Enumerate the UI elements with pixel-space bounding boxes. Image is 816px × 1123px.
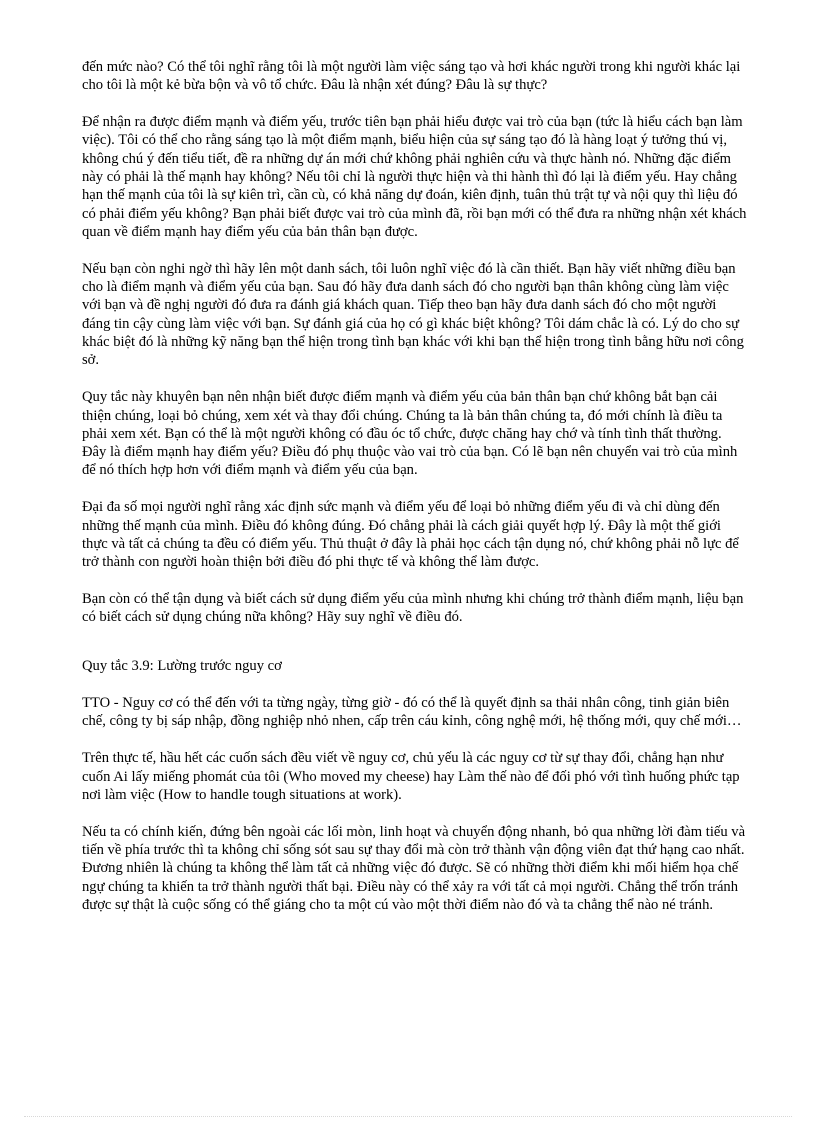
- section-spacer: [82, 645, 747, 657]
- paragraph-5: Đại đa số mọi người nghĩ rằng xác định sức mạnh và điểm yếu để loại bỏ những điểm yếu đi và chỉ dùng đến những thế mạnh của mình. Điều đó không đúng. Đó chẳng phải là cách giải quyết hợp lý. Đây là một thế giới thực và tất cả chúng ta đều có điểm yếu. Thủ thuật ở đây là phải học cách tận dụng nó, chứ không phải nỗ lực để trở thành con người hoàn thiện bởi điều đó phi thực tế và không thể làm được.: [82, 499, 739, 571]
- page-bottom-divider: [24, 1116, 792, 1117]
- document-page: [82, 58, 747, 933]
- section-heading: Quy tắc 3.9: Lường trước nguy cơ: [82, 658, 282, 675]
- paragraph-2: Để nhận ra được điểm mạnh và điểm yếu, trước tiên bạn phải hiểu được vai trò của bạn (tức là hiểu cách bạn làm việc). Tôi có thể cho rằng sáng tạo là một điểm mạnh, biểu hiện của sự sáng tạo đó là hàng loạt ý tưởng thú vị, không chú ý đến tiểu tiết, đề ra những dự án mới chứ không phải nghiên cứu và thực hành nó. Những đặc điểm này có phải là thế mạnh hay không? Nếu tôi chỉ là người thực hiện và thi hành thì đó lại là điểm yếu. Hay chẳng hạn thế mạnh của tôi là sự kiên trì, cần cù, có khả năng dự đoán, kiên định, tuân thủ trật tự và nội quy thì liệu đó có phải điểm yếu không? Bạn phải biết được vai trò của mình đã, rồi bạn mới có thể đưa ra những nhận xét khách quan về điểm mạnh hay điểm yếu của bản thân bạn được.: [82, 114, 747, 240]
- paragraph-6: Bạn còn có thể tận dụng và biết cách sử dụng điểm yếu của mình nhưng khi chúng trở thành điểm mạnh, liệu bạn có biết cách sử dụng chúng nữa không? Hãy suy nghĩ về điều đó.: [82, 591, 744, 626]
- paragraph-9: Nếu ta có chính kiến, đứng bên ngoài các lối mòn, linh hoạt và chuyển động nhanh, bỏ qua những lời đàm tiếu và tiến về phía trước thì ta không chỉ sống sót sau sự thay đổi mà còn trở thành vận động viên đạt thứ hạng cao nhất. Đương nhiên là chúng ta không thể làm tất cả những việc đó được. Sẽ có những thời điểm khi mối hiểm họa chế ngự chúng ta khiến ta trở thành người thất bại. Điều này có thể xảy ra với tất cả mọi người. Chẳng thể trốn tránh được sự thật là cuộc sống có thể giáng cho ta một cú vào một thời điểm nào đó và ta chẳng thể nào né tránh.: [82, 823, 746, 914]
- paragraph-1: đến mức nào? Có thể tôi nghĩ rằng tôi là một người làm việc sáng tạo và hơi khác người trong khi người khác lại cho tôi là một kẻ bừa bộn và vô tổ chức. Đâu là nhận xét đúng? Đâu là sự thực?: [82, 59, 741, 94]
- paragraph-4: Quy tắc này khuyên bạn nên nhận biết được điểm mạnh và điểm yếu của bản thân bạn chứ không bắt bạn cải thiện chúng, loại bỏ chúng, xem xét và thay đổi chúng. Chúng ta là bản thân chúng ta, đó mới chính là điều ta phải xem xét. Bạn có thể là một người không có đầu óc tổ chức, được chăng hay chớ và tính tình thất thường. Đây là điểm mạnh hay điểm yếu? Điều đó phụ thuộc vào vai trò của bạn. Có lẽ bạn nên chuyển vai trò của mình để nó thích hợp hơn với điểm mạnh và điểm yếu của bạn.: [82, 389, 738, 479]
- paragraph-7: TTO - Nguy cơ có thể đến với ta từng ngày, từng giờ - đó có thể là quyết định sa thải nhân công, tinh giản biên chế, công ty bị sáp nhập, đồng nghiệp nhỏ nhen, cấp trên cáu kỉnh, công nghệ mới, hệ thống mới, quy chế mới…: [82, 695, 742, 730]
- paragraph-8: Trên thực tế, hầu hết các cuốn sách đều viết về nguy cơ, chủ yếu là các nguy cơ từ sự thay đổi, chẳng hạn như cuốn Ai lấy miếng phomát của tôi (Who moved my cheese) hay Làm thế nào để đối phó với tình huống phức tạp nơi làm việc (How to handle tough situations at work).: [82, 750, 740, 803]
- paragraph-3: Nếu bạn còn nghi ngờ thì hãy lên một danh sách, tôi luôn nghĩ việc đó là cần thiết. Bạn hãy viết những điều bạn cho là điểm mạnh và điểm yếu của bạn. Sau đó hãy đưa danh sách đó cho người bạn thân không cùng làm việc với bạn và đề nghị người đó đưa ra đánh giá khách quan. Tiếp theo bạn hãy đưa danh sách đó cho một người đáng tin cậy cùng làm việc với bạn. Sự đánh giá của họ có gì khác biệt không? Tôi dám chắc là có. Lý do cho sự khác biệt đó là những kỹ năng bạn thể hiện trong tình bạn khác với khi bạn thể hiện trong tình bằng hữu nơi công sở.: [82, 260, 744, 369]
